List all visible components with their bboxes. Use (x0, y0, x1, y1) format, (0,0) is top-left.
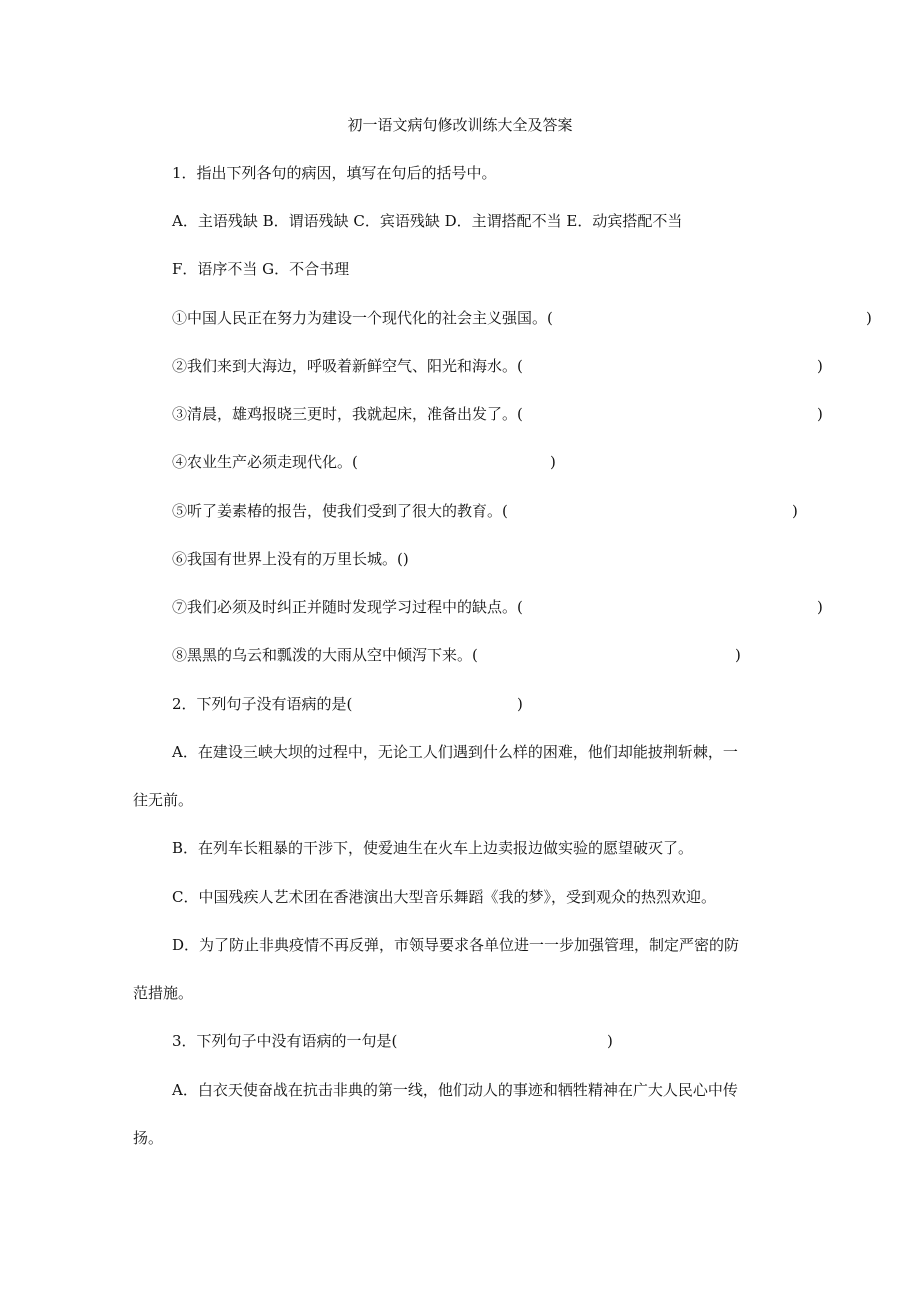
q2-option-d-line2: 范措施。 (133, 984, 194, 1002)
q1-item-1-close-paren: ) (866, 309, 872, 327)
q2-option-a-line2: 往无前。 (133, 791, 194, 809)
q3-option-a-line2: 扬。 (133, 1129, 164, 1147)
q1-item-8-close-paren: ) (735, 646, 741, 664)
q2-stem: 2．下列句子没有语病的是( (172, 695, 353, 713)
q3-close-paren: ) (607, 1032, 613, 1050)
q1-item-2-close-paren: ) (817, 357, 823, 375)
q1-stem: 1．指出下列各句的病因，填写在句后的括号中。 (172, 164, 497, 182)
q1-item-4: ④农业生产必须走现代化。( (172, 453, 358, 471)
q1-item-3-close-paren: ) (817, 405, 823, 423)
q1-item-5: ⑤听了姜素椿的报告，使我们受到了很大的教育。( (172, 502, 508, 520)
q1-item-1: ①中国人民正在努力为建设一个现代化的社会主义强国。( (172, 309, 553, 327)
q1-options-line2: F．语序不当 G．不合书理 (172, 260, 350, 278)
q1-item-5-close-paren: ) (792, 502, 798, 520)
q3-stem: 3．下列句子中没有语病的一句是( (172, 1032, 398, 1050)
q1-item-8: ⑧黑黑的乌云和瓢泼的大雨从空中倾泻下来。( (172, 646, 478, 664)
q1-item-7: ⑦我们必须及时纠正并随时发现学习过程中的缺点。( (172, 598, 523, 616)
q1-item-3: ③清晨，雄鸡报晓三更时，我就起床，准备出发了。( (172, 405, 523, 423)
q1-item-7-close-paren: ) (817, 598, 823, 616)
q2-option-d-line1: D．为了防止非典疫情不再反弹，市领导要求各单位进一一步加强管理，制定严密的防 (172, 936, 740, 954)
q1-item-4-close-paren: ) (550, 453, 556, 471)
q1-item-2: ②我们来到大海边，呼吸着新鲜空气、阳光和海水。( (172, 357, 523, 375)
q2-option-a-line1: A．在建设三峡大坝的过程中，无论工人们遇到什么样的困难，他们却能披荆斩棘，一 (172, 743, 738, 761)
q3-option-a-line1: A．白衣天使奋战在抗击非典的第一线，他们动人的事迹和牺牲精神在广大人民心中传 (172, 1081, 738, 1099)
q1-options-line1: A．主语残缺 B．谓语残缺 C．宾语残缺 D．主谓搭配不当 E．动宾搭配不当 (172, 212, 683, 230)
q1-item-6: ⑥我国有世界上没有的万里长城。() (172, 550, 409, 568)
document-title: 初一语文病句修改训练大全及答案 (347, 116, 573, 134)
q2-close-paren: ) (517, 695, 523, 713)
q2-option-c: C．中国残疾人艺术团在香港演出大型音乐舞蹈《我的梦》，受到观众的热烈欢迎。 (172, 888, 716, 906)
q2-option-b: B．在列车长粗暴的干涉下，使爱迪生在火车上边卖报边做实验的愿望破灭了。 (172, 839, 694, 857)
